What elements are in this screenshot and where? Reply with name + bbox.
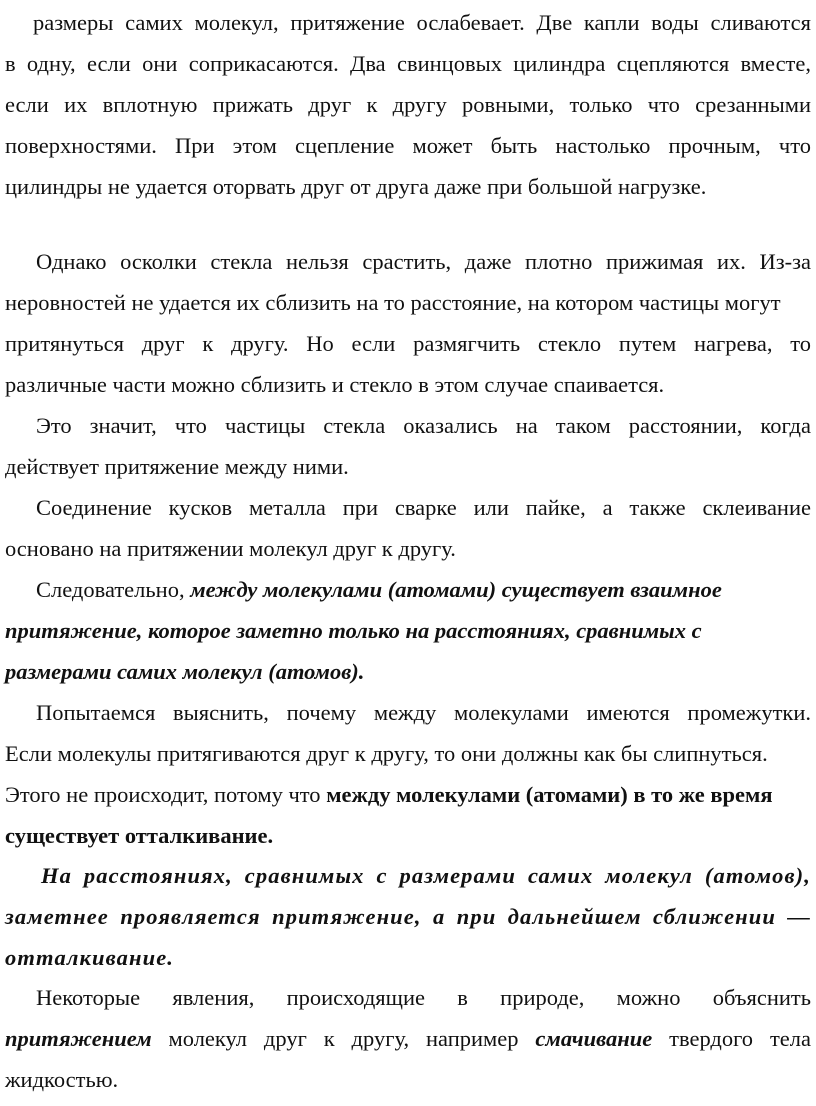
paragraph-7	[5, 855, 811, 978]
text-bold: между молекулами (атомами) в то же время	[326, 782, 773, 807]
text-line: поверхностями. При этом сцепление может быть настолько прочным, что	[5, 133, 811, 158]
text-line: жидкостью.	[5, 1067, 119, 1092]
text-line: размеры самих молекул, притяжение ослабевает. Две капли воды сливаются	[33, 10, 811, 35]
text-line: притянуться друг к другу. Но если размягчить стекло путем нагрева, то	[5, 331, 811, 356]
text-line: Попытаемся выяснить, почему между молекулами имеются промежутки.	[36, 700, 811, 725]
text-plain: Этого не происходит, потому что	[5, 782, 327, 807]
text-line: действует притяжение между ними.	[5, 454, 349, 479]
text-line: цилиндры не удается оторвать друг от друга даже при большой нагрузке.	[5, 174, 707, 199]
text-line: различные части можно сблизить и стекло в этом случае спаивается.	[5, 372, 665, 397]
paragraph-4	[5, 487, 811, 569]
paragraph-8	[5, 977, 811, 1100]
paragraph-2	[5, 241, 811, 405]
conclusion-lead: Следовательно,	[36, 577, 191, 602]
text-bold: существует отталкивание.	[5, 823, 274, 848]
conclusion-emphasis: между молекулами (атомами) существует взаимное	[190, 577, 722, 602]
text-line: Однако осколки стекла нельзя срастить, даже плотно прижимая их. Из-за	[36, 249, 811, 274]
text-line: Соединение кусков металла при сварке или пайке, а также склеивание	[36, 495, 811, 520]
text-line: если их вплотную прижать друг к другу ровными, только что срезанными	[5, 92, 811, 117]
text-line: основано на притяжении молекул друг к другу.	[5, 536, 456, 561]
text-line	[5, 1018, 811, 1059]
text-line: Это значит, что частицы стекла оказались на таком расстоянии, когда	[36, 413, 811, 438]
term-emphasis: смачивание	[535, 1026, 653, 1051]
paragraph-6	[5, 692, 811, 856]
text-line: Если молекулы притягиваются друг к другу, то они должны как бы слипнуться.	[5, 741, 768, 766]
paragraph-5	[5, 569, 811, 692]
conclusion-emphasis: размерами самих молекул (атомов).	[5, 659, 365, 684]
paragraph-1	[5, 2, 811, 207]
text-line: в одну, если они соприкасаются. Два свинцовых цилиндра сцепляются вместе,	[5, 51, 811, 76]
term-emphasis: притяжением	[5, 1026, 152, 1051]
text-plain: твердого тела	[652, 1026, 811, 1051]
conclusion-emphasis: притяжение, которое заметно только на расстояниях, сравнимых с	[5, 618, 702, 643]
text-line: На расстояниях, сравнимых с размерами самих молекул (атомов),	[41, 863, 811, 888]
text-line: неровностей не удается их сблизить на то расстояние, на котором частицы могут	[5, 290, 781, 315]
paragraph-3	[5, 405, 811, 487]
text-plain: молекул друг к другу, например	[151, 1026, 536, 1051]
text-line: отталкивание.	[5, 945, 175, 970]
text-line	[5, 569, 811, 610]
text-line: Некоторые явления, происходящие в природе, можно объяснить	[36, 985, 811, 1010]
text-line	[5, 774, 811, 815]
text-line: заметнее проявляется притяжение, а при дальнейшем сближении —	[5, 904, 811, 929]
